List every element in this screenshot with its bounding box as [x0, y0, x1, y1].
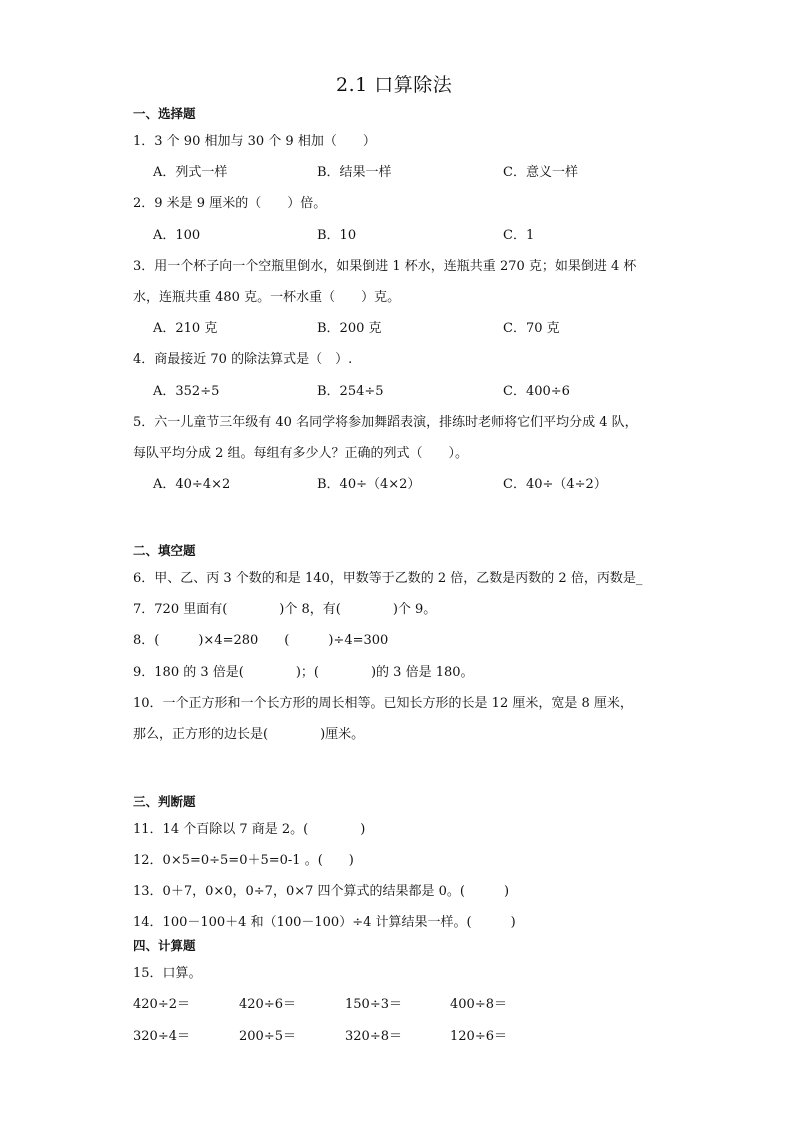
- option-3a: A．210 克: [153, 321, 218, 336]
- question-5-line-2: 每队平均分成 2 组。每组有多少人？正确的列式（ ）。: [133, 446, 469, 461]
- question-3-line-1: 3．用一个杯子向一个空瓶里倒水，如果倒进 1 杯水，连瓶共重 270 克；如果倒进 4 杯: [133, 259, 637, 274]
- question-14: 14．100－100＋4 和（100－100）÷4 计算结果一样。( ): [133, 915, 516, 930]
- option-1b: B．结果一样: [317, 165, 392, 180]
- question-6: 6．甲、乙、丙 3 个数的和是 140，甲数等于乙数的 2 倍，乙数是丙数的 2 倍，丙数是_: [133, 571, 643, 586]
- calc-item: 420÷6＝: [239, 997, 296, 1012]
- option-4c: C．400÷6: [503, 384, 570, 399]
- option-5c: C．40÷（4÷2）: [503, 477, 607, 492]
- option-4a: A．352÷5: [153, 384, 220, 399]
- option-2c: C．1: [503, 228, 535, 243]
- calc-item: 150÷3＝: [345, 997, 402, 1012]
- question-8: 8．( )×4=280 ( )÷4=300: [133, 633, 389, 648]
- page-title: 2.1 口算除法: [336, 74, 453, 96]
- option-2b: B．10: [317, 228, 357, 243]
- calc-item: 320÷8＝: [345, 1029, 402, 1044]
- question-13: 13．0＋7，0×0，0÷7，0×7 四个算式的结果都是 0。( ): [133, 884, 510, 899]
- option-4b: B．254÷5: [317, 384, 384, 399]
- question-1: 1．3 个 90 相加与 30 个 9 相加（ ）: [133, 134, 376, 149]
- calc-item: 120÷6＝: [450, 1029, 507, 1044]
- option-2a: A．100: [153, 228, 201, 243]
- calc-item: 420÷2＝: [133, 997, 190, 1012]
- option-3c: C．70 克: [503, 321, 560, 336]
- section-heading-judge: 三、判断题: [133, 794, 196, 809]
- question-12: 12．0×5=0÷5=0＋5=0-1 。( ): [133, 853, 354, 868]
- section-heading-choice: 一、选择题: [133, 106, 196, 121]
- question-3-line-2: 水，连瓶共重 480 克。一杯水重（ ）克。: [133, 290, 401, 305]
- question-9: 9．180 的 3 倍是( )；( )的 3 倍是 180。: [133, 665, 474, 680]
- calc-item: 320÷4＝: [133, 1029, 190, 1044]
- question-7: 7．720 里面有( )个 8，有( )个 9。: [133, 602, 437, 617]
- calc-item: 200÷5＝: [239, 1029, 296, 1044]
- section-heading-calc: 四、计算题: [133, 938, 196, 953]
- question-10-line-1: 10．一个正方形和一个长方形的周长相等。已知长方形的长是 12 厘米，宽是 8 厘米，: [133, 696, 633, 711]
- question-4: 4．商最接近 70 的除法算式是（ ）.: [133, 352, 353, 367]
- option-1c: C．意义一样: [503, 165, 578, 180]
- calc-item: 400÷8＝: [450, 997, 507, 1012]
- question-2: 2．9 米是 9 厘米的（ ）倍。: [133, 196, 327, 211]
- question-10-line-2: 那么，正方形的边长是( )厘米。: [133, 727, 365, 742]
- option-3b: B．200 克: [317, 321, 382, 336]
- option-5a: A．40÷4×2: [153, 477, 231, 492]
- question-5-line-1: 5．六一儿童节三年级有 40 名同学将参加舞蹈表演，排练时老师将它们平均分成 4 队，: [133, 415, 638, 430]
- section-heading-fill: 二、填空题: [133, 543, 196, 558]
- question-11: 11．14 个百除以 7 商是 2。( ): [133, 822, 366, 837]
- option-1a: A．列式一样: [153, 165, 228, 180]
- question-15: 15．口算。: [133, 966, 202, 981]
- option-5b: B．40÷（4×2）: [317, 477, 421, 492]
